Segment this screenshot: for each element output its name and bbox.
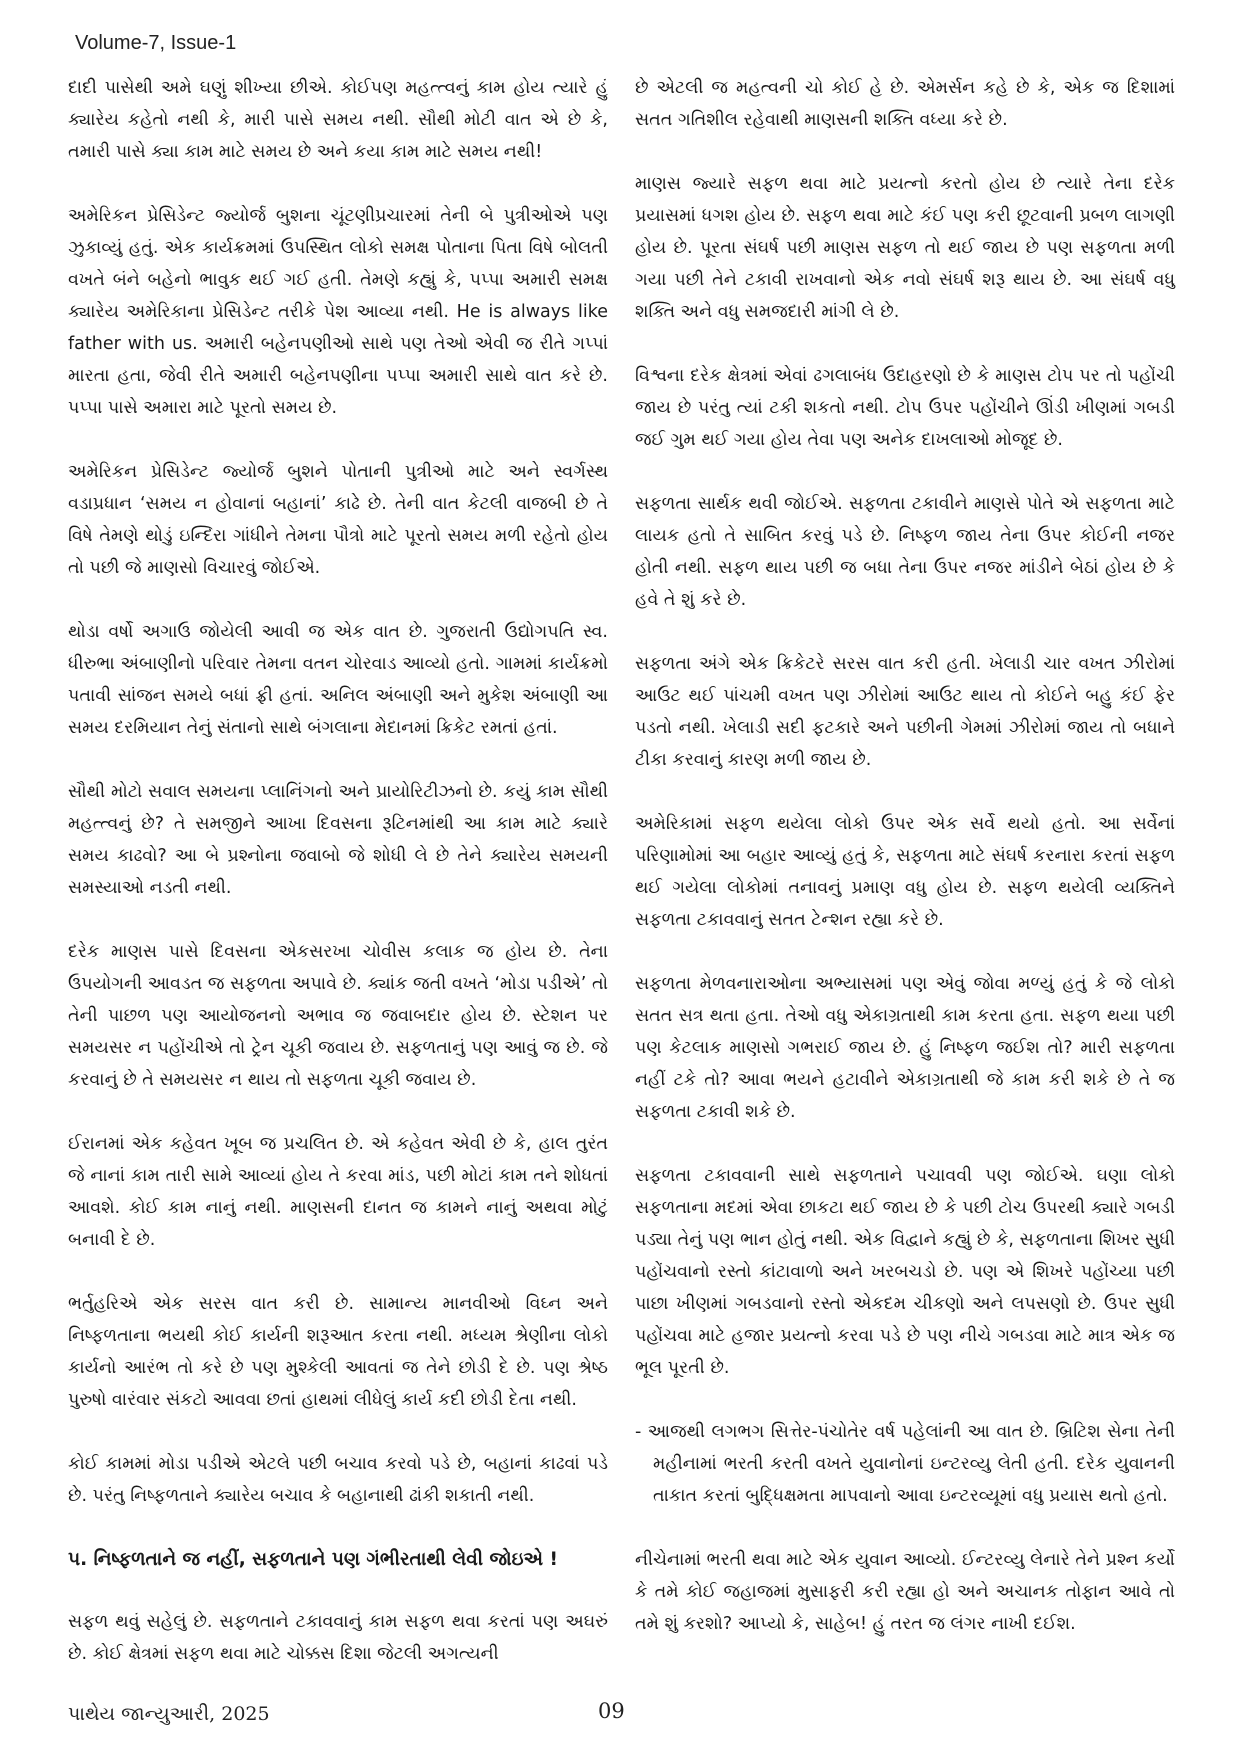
footer-magazine-name: પાથેય જાન્યુઆરી, 2025 [68,1703,270,1725]
section-heading: ૫. નિષ્ફળતાને જ નહીં, સફળતાને પણ ગંભીરતાથી લેવી જોઇએ ! [68,1549,558,1570]
paragraph: સફળતા સાર્થક થવી જોઈએ. સફળતા ટકાવીને માણસે પોતે એ સફળતા માટે લાયક હતો તે સાબિત કરવું પડે છે. નિષ્ફળ જાય તેના ઉપર કોઈની નજર હોતી નથી. સફળ થાય પછી જ બધા તેના ઉપર નજર માંડીને બેઠાં હોય છે કે હવે તે શું કરે છે. [635,494,1175,610]
paragraph: વિશ્વના દરેક ક્ષેત્રમાં એવાં ઢગલાબંધ ઉદાહરણો છે કે માણસ ટોપ પર તો પહોંચી જાય છે પરંતુ ત્યાં ટકી શકતો નથી. ટોપ ઉપર પહોંચીને ઊંડી ખીણમાં ગબડી જઈ ગુમ થઈ ગયા હોય તેવા પણ અનેક દાખલાઓ મોજૂદ છે. [635,366,1175,450]
paragraph: દરેક માણસ પાસે દિવસના એકસરખા ચોવીસ કલાક જ હોય છે. તેના ઉપયોગની આવડત જ સફળતા અપાવે છે. ક્યાંક જતી વખતે ‘મોડા પડીએ’ તો તેની પાછળ પણ આયોજનનો અભાવ જ જવાબદાર હોય છે. સ્ટેશન પર સમયસર ન પહોંચીએ તો ટ્રેન ચૂકી જવાય છે. સફળતાનું પણ આવું જ છે. જે કરવાનું છે તે સમયસર ન થાય તો સફળતા ચૂકી જવાય છે. [68,942,608,1090]
bullet-item: - આજથી લગભગ સિત્તેર-પંચોતેર વર્ષ પહેલાંની આ વાત છે. બ્રિટિશ સેના તેની મહીનામાં ભરતી કરતી વખતે યુવાનોનાં ઇન્ટરવ્યુ લેતી હતી. દરેક યુવાનની તાકાત કરતાં બુદ્ધિક્ષમતા માપવાનો આવા ઇન્ટરવ્યૂમાં વધુ પ્રયાસ થતો હતો. [635,1422,1175,1506]
paragraph: કોઈ કામમાં મોડા પડીએ એટલે પછી બચાવ કરવો પડે છે, બહાનાં કાઢવાં પડે છે. પરંતુ નિષ્ફળતાને ક્યારેય બચાવ કે બહાનાથી ઢાંકી શકાતી નથી. [68,1454,608,1506]
paragraph: અમેરિકન પ્રેસિડેન્ટ જ્યોર્જ બુશના ચૂંટણીપ્રચારમાં તેની બે પુત્રીઓએ પણ ઝુકાવ્યું હતું. એક કાર્યક્રમમાં ઉપસ્થિત લોકો સમક્ષ પોતાના પિતા વિષે બોલતી વખતે બંને બહેનો ભાવુક થઈ ગઈ હતી. તેમણે કહ્યું કે, પપ્પા અમારી સમક્ષ ક્યારેય અમેરિકાના પ્રેસિડેન્ટ તરીકે પેશ આવ્યા નથી. He is always like father with us. અમારી બહેનપણીઓ સાથે પણ તેઓ એવી જ રીતે ગપ્પાં મારતા હતા, જેવી રીતે અમારી બહેનપણીના પપ્પા અમારી સાથે વાત કરે છે. પપ્પા પાસે અમારા માટે પૂરતો સમય છે. [68,206,608,418]
paragraph: થોડા વર્ષો અગાઉ જોયેલી આવી જ એક વાત છે. ગુજરાતી ઉદ્યોગપતિ સ્વ. ધીરુભા અંબાણીનો પરિવાર તેમના વતન ચોરવાડ આવ્યો હતો. ગામમાં કાર્યક્રમો પતાવી સાંજન સમયે બધાં ફ્રી હતાં. અનિલ અંબાણી અને મુકેશ અંબાણી આ સમય દરમિયાન તેનું સંતાનો સાથે બંગલાના મેદાનમાં ક્રિકેટ રમતાં હતાં. [68,622,608,738]
paragraph: સફળતા ટકાવવાની સાથે સફળતાને પચાવવી પણ જોઈએ. ઘણા લોકો સફળતાના મદમાં એવા છાકટા થઈ જાય છે કે પછી ટોચ ઉપરથી ક્યારે ગબડી પડ્યા તેનું પણ ભાન હોતું નથી. એક વિદ્વાને કહ્યું છે કે, સફળતાના શિખર સુધી પહોંચવાનો રસ્તો કાંટાવાળો અને ખરબચડો છે. પણ એ શિખરે પહોંચ્યા પછી પાછા ખીણમાં ગબડવાનો રસ્તો એકદમ ચીકણો અને લપસણો છે. ઉપર સુધી પહોંચવા માટે હજાર પ્રયત્નો કરવા પડે છે પણ નીચે ગબડવા માટે માત્ર એક જ ભૂલ પૂરતી છે. [635,1166,1175,1378]
volume-issue-header: Volume-7, Issue-1 [75,32,237,54]
paragraph: અમેરિકન પ્રેસિડેન્ટ જ્યોર્જ બુશને પોતાની પુત્રીઓ માટે અને સ્વર્ગસ્થ વડાપ્રધાન ‘સમય ન હોવાનાં બહાનાં’ કાઢે છે. તેની વાત કેટલી વાજબી છે તે વિષે તેમણે થોડું ઇન્દિરા ગાંધીને તેમના પૌત્રો માટે પૂરતો સમય મળી રહેતો હોય તો પછી જે માણસો વિચારવું જોઈએ. [68,462,608,578]
paragraph: સફળ થવું સહેલું છે. સફળતાને ટકાવવાનું કામ સફળ થવા કરતાં પણ અઘરું છે. કોઈ ક્ષેત્રમાં સફળ થવા માટે ચોક્કસ દિશા જેટલી અગત્યની [68,1612,608,1664]
page-number: 09 [598,1699,625,1723]
paragraph: માણસ જ્યારે સફળ થવા માટે પ્રયત્નો કરતો હોય છે ત્યારે તેના દરેક પ્રયાસમાં ધગશ હોય છે. સફળ થવા માટે કંઈ પણ કરી છૂટવાની પ્રબળ લાગણી હોય છે. પૂરતા સંઘર્ષ પછી માણસ સફળ તો થઈ જાય છે પણ સફળતા મળી ગયા પછી તેને ટકાવી રાખવાનો એક નવો સંઘર્ષ શરૂ થાય છે. આ સંઘર્ષ વધુ શક્તિ અને વધુ સમજદારી માંગી લે છે. [635,174,1175,322]
paragraph: છે એટલી જ મહત્વની ચો કોઈ હે છે. એમર્સન કહે છે કે, એક જ દિશામાં સતત ગતિશીલ રહેવાથી માણસની શક્તિ વધ્યા કરે છે. [635,78,1175,130]
right-column [635,72,1175,1672]
paragraph: ભર્તુહરિએ એક સરસ વાત કરી છે. સામાન્ય માનવીઓ વિઘ્ન અને નિષ્ફળતાના ભયથી કોઈ કાર્યની શરૂઆત કરતા નથી. મધ્યમ શ્રેણીના લોકો કાર્યનો આરંભ તો કરે છે પણ મુશ્કેલી આવતાં જ તેને છોડી દે છે. પણ શ્રેષ્ઠ પુરુષો વારંવાર સંકટો આવવા છતાં હાથમાં લીધેલું કાર્ય કદી છોડી દેતા નથી. [68,1294,608,1410]
paragraph: અમેરિકામાં સફળ થયેલા લોકો ઉપર એક સર્વે થયો હતો. આ સર્વેનાં પરિણામોમાં આ બહાર આવ્યું હતું કે, સફળતા માટે સંઘર્ષ કરનારા કરતાં સફળ થઈ ગયેલા લોકોમાં તનાવનું પ્રમાણ વધુ હોય છે. સફળ થયેલી વ્યક્તિને સફળતા ટકાવવાનું સતત ટેન્શન રહ્યા કરે છે. [635,814,1175,930]
paragraph: સફળતા અંગે એક ક્રિકેટરે સરસ વાત કરી હતી. ખેલાડી ચાર વખત ઝીરોમાં આઉટ થઈ પાંચમી વખત પણ ઝીરોમાં આઉટ થાય તો કોઈને બહુ કંઈ ફેર પડતો નથી. ખેલાડી સદી ફટકારે અને પછીની ગેમમાં ઝીરોમાં જાય તો બધાને ટીકા કરવાનું કારણ મળી જાય છે. [635,654,1175,770]
paragraph: દાદી પાસેથી અમે ઘણું શીખ્યા છીએ. કોઈપણ મહત્ત્વનું કામ હોય ત્યારે હું ક્યારેય કહેતો નથી કે, મારી પાસે સમય નથી. સૌથી મોટી વાત એ છે કે, તમારી પાસે ક્યા કામ માટે સમય છે અને કયા કામ માટે સમય નથી! [68,78,608,162]
paragraph: ઈરાનમાં એક કહેવત ખૂબ જ પ્રચલિત છે. એ કહેવત એવી છે કે, હાલ તુરંત જે નાનાં કામ તારી સામે આવ્યાં હોય તે કરવા માંડ, પછી મોટાં કામ તને શોધતાં આવશે. કોઈ કામ નાનું નથી. માણસની દાનત જ કામને નાનું અથવા મોટું બનાવી દે છે. [68,1134,608,1250]
left-column [68,72,608,1702]
paragraph: નીચેનામાં ભરતી થવા માટે એક યુવાન આવ્યો. ઈન્ટરવ્યુ લેનારે તેને પ્રશ્ન કર્યો કે તમે કોઈ જહાજમાં મુસાફરી કરી રહ્યા હો અને અચાનક તોફાન આવે તો તમે શું કરશો? આપ્યો કે, સાહેબ! હું તરત જ લંગર નાખી દઈશ. [635,1550,1175,1634]
paragraph: સૌથી મોટો સવાલ સમયના પ્લાનિંગનો અને પ્રાયોરિટીઝનો છે. કયું કામ સૌથી મહત્ત્વનું છે? તે સમજીને આખા દિવસના રૂટિનમાંથી આ કામ માટે ક્યારે સમય કાઢવો? આ બે પ્રશ્નોના જવાબો જે શોધી લે છે તેને ક્યારેય સમયની સમસ્યાઓ નડતી નથી. [68,782,608,898]
paragraph: સફળતા મેળવનારાઓના અભ્યાસમાં પણ એવું જોવા મળ્યું હતું કે જે લોકો સતત સત્ર થતા હતા. તેઓ વધુ એકાગ્રતાથી કામ કરતા હતા. સફળ થયા પછી પણ કેટલાક માણસો ગભરાઈ જાય છે. હું નિષ્ફળ જઈશ તો? મારી સફળતા નહીં ટકે તો? આવા ભયને હટાવીને એકાગ્રતાથી જે કામ કરી શકે છે તે જ સફળતા ટકાવી શકે છે. [635,974,1175,1122]
